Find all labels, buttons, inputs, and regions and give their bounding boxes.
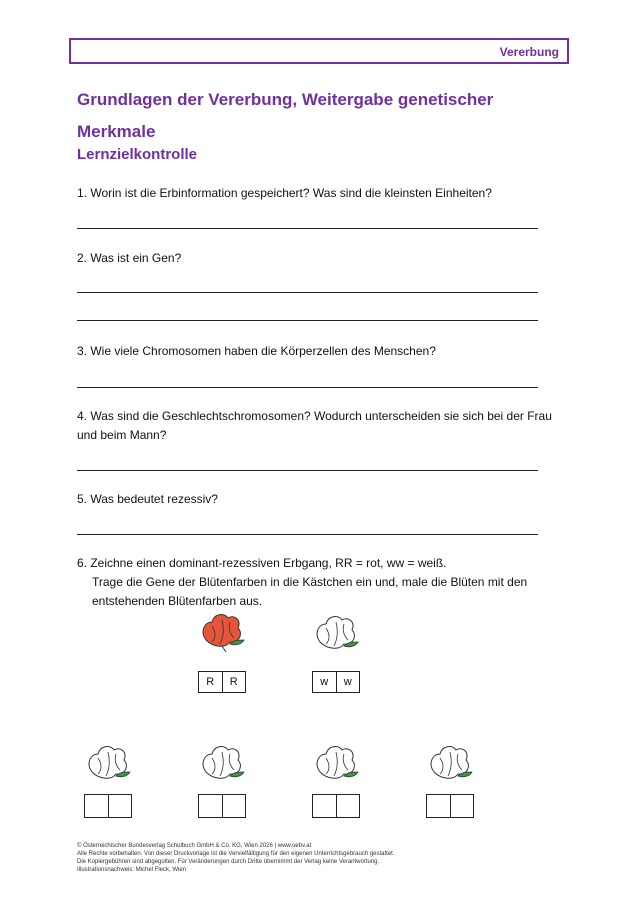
page-title: Grundlagen der Vererbung, Weitergabe genetischer Merkmale xyxy=(77,90,494,141)
gene-cell[interactable] xyxy=(427,795,450,817)
question-3: 3. Wie viele Chromosomen haben die Körperzellen des Menschen? xyxy=(77,344,436,358)
gene-cell[interactable] xyxy=(85,795,108,817)
question-6 xyxy=(77,554,557,611)
header-label: Vererbung xyxy=(499,45,559,59)
answer-line-4[interactable] xyxy=(77,470,538,471)
gene-cell[interactable] xyxy=(108,795,132,817)
gene-box-parent-2 xyxy=(312,671,360,693)
question-2: 2. Was ist ein Gen? xyxy=(77,251,182,265)
gene-cell[interactable] xyxy=(336,795,360,817)
gene-cell[interactable] xyxy=(313,795,336,817)
question-6-line1: 6. Zeichne einen dominant-rezessiven Erbgang, RR = rot, ww = weiß. xyxy=(77,556,447,570)
answer-line-1[interactable] xyxy=(77,228,538,229)
footer-line: Illustrationsnachweis: Michel Fleck, Wien xyxy=(77,867,187,873)
header-box xyxy=(69,38,569,64)
gene-box-offspring xyxy=(198,794,246,818)
question-6-line2: Trage die Gene der Blütenfarben in die Kästchen ein und, male die Blüten mit den entstehenden Blütenfarben aus. xyxy=(92,575,528,608)
gene-cell[interactable] xyxy=(222,795,246,817)
answer-line-3[interactable] xyxy=(77,387,538,388)
gene-cell[interactable]: w xyxy=(336,672,360,692)
flower-icon-red xyxy=(198,610,248,654)
gene-box-offspring xyxy=(426,794,474,818)
flower-icon-offspring[interactable] xyxy=(426,742,476,786)
answer-line-2b[interactable] xyxy=(77,320,538,321)
gene-cell[interactable]: w xyxy=(320,676,329,688)
page-subtitle: Lernzielkontrolle xyxy=(77,146,198,163)
gene-cell[interactable] xyxy=(199,795,222,817)
gene-cell[interactable]: R xyxy=(222,672,246,692)
footer-line: © Österreichischer Bundesverlag Schulbuch GmbH & Co. KG, Wien 2026 | www.oebv.at xyxy=(77,843,312,849)
answer-line-2a[interactable] xyxy=(77,292,538,293)
flower-icon-offspring[interactable] xyxy=(312,742,362,786)
gene-cell[interactable] xyxy=(450,795,474,817)
gene-box-offspring xyxy=(84,794,132,818)
footer-line: Die Kopiergebühren sind abgegolten. Für Veränderungen durch Dritte übernimmt der Verlag keine Verantwortung. xyxy=(77,859,380,865)
question-4: 4. Was sind die Geschlechtschromosomen? Wodurch unterscheiden sie sich bei der Frau und beim Mann? xyxy=(77,409,552,442)
question-5: 5. Was bedeutet rezessiv? xyxy=(77,492,218,506)
gene-box-offspring xyxy=(312,794,360,818)
flower-icon-offspring[interactable] xyxy=(84,742,134,786)
gene-cell[interactable]: R xyxy=(206,676,215,688)
flower-icon-white xyxy=(312,612,362,656)
footer xyxy=(77,842,395,874)
question-1: 1. Worin ist die Erbinformation gespeichert? Was sind die kleinsten Einheiten? xyxy=(77,186,492,200)
flower-icon-offspring[interactable] xyxy=(198,742,248,786)
footer-line: Alle Rechte vorbehalten. Von dieser Druckvorlage ist die Vervielfältigung für den eigenen Unterrichtsgebrauch gestattet. xyxy=(77,851,395,857)
gene-box-parent-1 xyxy=(198,671,246,693)
answer-line-5[interactable] xyxy=(77,534,538,535)
